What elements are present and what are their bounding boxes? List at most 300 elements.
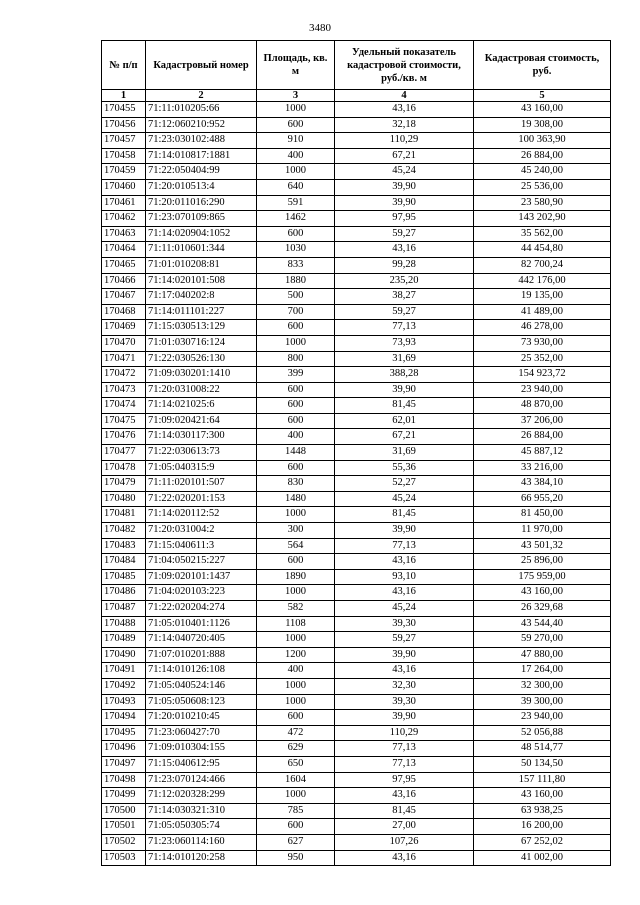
table-row	[102, 554, 611, 570]
page-number: 3480	[309, 22, 331, 34]
cadastral-value-cell: 23 580,90	[474, 195, 611, 211]
unit-value-cell: 39,90	[335, 647, 474, 663]
row-number-cell: 170456	[102, 117, 146, 133]
table-row	[102, 226, 611, 242]
cadastral-number-cell: 71:14:020904:1052	[146, 226, 257, 242]
cadastral-value-cell: 26 884,00	[474, 429, 611, 445]
table-row	[102, 538, 611, 554]
row-number-cell: 170485	[102, 569, 146, 585]
unit-value-cell: 31,69	[335, 351, 474, 367]
cadastral-number-cell: 71:22:020204:274	[146, 601, 257, 617]
row-number-cell: 170478	[102, 460, 146, 476]
cadastral-number-cell: 71:20:010513:4	[146, 179, 257, 195]
cadastral-value-cell: 47 880,00	[474, 647, 611, 663]
cadastral-value-cell: 143 202,90	[474, 211, 611, 227]
unit-value-cell: 39,90	[335, 179, 474, 195]
row-number-cell: 170487	[102, 601, 146, 617]
cadastral-number-cell: 71:20:031008:22	[146, 382, 257, 398]
row-number-cell: 170481	[102, 507, 146, 523]
unit-value-cell: 62,01	[335, 413, 474, 429]
cadastral-value-cell: 25 352,00	[474, 351, 611, 367]
unit-value-cell: 45,24	[335, 491, 474, 507]
unit-value-cell: 43,16	[335, 242, 474, 258]
cadastral-value-cell: 43 160,00	[474, 585, 611, 601]
row-number-cell: 170488	[102, 616, 146, 632]
table-row	[102, 289, 611, 305]
cadastral-number-cell: 71:14:030321:310	[146, 803, 257, 819]
area-cell: 1000	[257, 678, 335, 694]
row-number-cell: 170462	[102, 211, 146, 227]
area-cell: 600	[257, 710, 335, 726]
area-cell: 600	[257, 554, 335, 570]
row-number-cell: 170495	[102, 725, 146, 741]
row-number-cell: 170457	[102, 133, 146, 149]
area-cell: 650	[257, 756, 335, 772]
row-number-cell: 170483	[102, 538, 146, 554]
table-row	[102, 195, 611, 211]
unit-value-cell: 39,90	[335, 382, 474, 398]
cadastral-value-cell: 43 501,32	[474, 538, 611, 554]
unit-value-cell: 67,21	[335, 148, 474, 164]
cadastral-number-cell: 71:09:020421:64	[146, 413, 257, 429]
area-cell: 591	[257, 195, 335, 211]
unit-value-cell: 45,24	[335, 601, 474, 617]
unit-value-cell: 55,36	[335, 460, 474, 476]
table-row	[102, 725, 611, 741]
area-cell: 600	[257, 117, 335, 133]
unit-value-cell: 93,10	[335, 569, 474, 585]
unit-value-cell: 77,13	[335, 756, 474, 772]
row-number-cell: 170475	[102, 413, 146, 429]
cadastral-number-cell: 71:14:010817:1881	[146, 148, 257, 164]
row-number-cell: 170489	[102, 632, 146, 648]
area-cell: 700	[257, 304, 335, 320]
unit-value-cell: 81,45	[335, 507, 474, 523]
unit-value-cell: 77,13	[335, 538, 474, 554]
table-row	[102, 803, 611, 819]
area-cell: 1000	[257, 585, 335, 601]
area-cell: 600	[257, 460, 335, 476]
cadastral-number-cell: 71:22:020201:153	[146, 491, 257, 507]
table-row	[102, 304, 611, 320]
unit-value-cell: 107,26	[335, 834, 474, 850]
table-row	[102, 756, 611, 772]
area-cell: 830	[257, 476, 335, 492]
area-cell: 1448	[257, 445, 335, 461]
unit-value-cell: 81,45	[335, 398, 474, 414]
cadastral-number-cell: 71:04:050215:227	[146, 554, 257, 570]
cadastral-number-cell: 71:15:040612:95	[146, 756, 257, 772]
cadastral-number-cell: 71:14:021025:6	[146, 398, 257, 414]
row-number-cell: 170476	[102, 429, 146, 445]
unit-value-cell: 77,13	[335, 741, 474, 757]
cadastral-value-cell: 82 700,24	[474, 257, 611, 273]
cadastral-value-cell: 48 870,00	[474, 398, 611, 414]
cadastral-number-cell: 71:22:030526:130	[146, 351, 257, 367]
area-cell: 399	[257, 367, 335, 383]
cadastral-number-cell: 71:14:030117:300	[146, 429, 257, 445]
cadastral-number-cell: 71:07:010201:888	[146, 647, 257, 663]
unit-value-cell: 39,90	[335, 710, 474, 726]
unit-value-cell: 110,29	[335, 725, 474, 741]
row-number-cell: 170498	[102, 772, 146, 788]
cadastral-number-cell: 71:20:011016:290	[146, 195, 257, 211]
cadastral-value-cell: 157 111,80	[474, 772, 611, 788]
table-row	[102, 507, 611, 523]
area-cell: 1480	[257, 491, 335, 507]
area-cell: 600	[257, 382, 335, 398]
cadastral-number-cell: 71:11:010205:66	[146, 102, 257, 118]
area-cell: 910	[257, 133, 335, 149]
area-cell: 300	[257, 523, 335, 539]
row-number-cell: 170463	[102, 226, 146, 242]
table-row	[102, 398, 611, 414]
cadastral-value-cell: 52 056,88	[474, 725, 611, 741]
area-cell: 1000	[257, 694, 335, 710]
unit-value-cell: 110,29	[335, 133, 474, 149]
unit-value-cell: 81,45	[335, 803, 474, 819]
cadastral-number-cell: 71:15:030513:129	[146, 320, 257, 336]
table-row	[102, 647, 611, 663]
cadastral-number-cell: 71:05:050608:123	[146, 694, 257, 710]
table-row	[102, 585, 611, 601]
row-number-cell: 170468	[102, 304, 146, 320]
row-number-cell: 170479	[102, 476, 146, 492]
row-number-cell: 170486	[102, 585, 146, 601]
cadastral-number-cell: 71:14:011101:227	[146, 304, 257, 320]
table-row	[102, 382, 611, 398]
table-row	[102, 257, 611, 273]
unit-value-cell: 97,95	[335, 211, 474, 227]
table-row	[102, 164, 611, 180]
area-cell: 1890	[257, 569, 335, 585]
area-cell: 1462	[257, 211, 335, 227]
table-row	[102, 663, 611, 679]
area-cell: 400	[257, 148, 335, 164]
row-number-cell: 170494	[102, 710, 146, 726]
table-row	[102, 320, 611, 336]
cadastral-value-cell: 33 216,00	[474, 460, 611, 476]
row-number-cell: 170471	[102, 351, 146, 367]
row-number-cell: 170465	[102, 257, 146, 273]
unit-value-cell: 45,24	[335, 164, 474, 180]
row-number-cell: 170469	[102, 320, 146, 336]
cadastral-value-cell: 100 363,90	[474, 133, 611, 149]
table-row	[102, 351, 611, 367]
area-cell: 1000	[257, 102, 335, 118]
cadastral-value-cell: 81 450,00	[474, 507, 611, 523]
table-row	[102, 523, 611, 539]
unit-value-cell: 52,27	[335, 476, 474, 492]
cadastral-value-cell: 19 308,00	[474, 117, 611, 133]
table-row	[102, 117, 611, 133]
cadastral-value-cell: 39 300,00	[474, 694, 611, 710]
cadastral-number-cell: 71:14:020112:52	[146, 507, 257, 523]
cadastral-value-cell: 32 300,00	[474, 678, 611, 694]
cadastral-value-cell: 23 940,00	[474, 710, 611, 726]
unit-value-cell: 97,95	[335, 772, 474, 788]
cadastral-value-cell: 41 489,00	[474, 304, 611, 320]
table-row	[102, 445, 611, 461]
row-number-cell: 170473	[102, 382, 146, 398]
cadastral-number-cell: 71:23:060427:70	[146, 725, 257, 741]
unit-value-cell: 73,93	[335, 335, 474, 351]
area-cell: 600	[257, 398, 335, 414]
cadastral-value-cell: 50 134,50	[474, 756, 611, 772]
table-row	[102, 788, 611, 804]
unit-value-cell: 59,27	[335, 226, 474, 242]
table-row	[102, 710, 611, 726]
cadastral-number-cell: 71:05:040315:9	[146, 460, 257, 476]
area-cell: 833	[257, 257, 335, 273]
row-number-cell: 170502	[102, 834, 146, 850]
cadastral-number-cell: 71:14:020101:508	[146, 273, 257, 289]
row-number-cell: 170501	[102, 819, 146, 835]
cadastral-value-cell: 46 278,00	[474, 320, 611, 336]
table-row	[102, 211, 611, 227]
row-number-cell: 170491	[102, 663, 146, 679]
table-row	[102, 179, 611, 195]
cadastral-value-cell: 11 970,00	[474, 523, 611, 539]
table-row	[102, 678, 611, 694]
cadastral-number-cell: 71:09:030201:1410	[146, 367, 257, 383]
unit-value-cell: 43,16	[335, 102, 474, 118]
table-row	[102, 491, 611, 507]
cadastral-value-cell: 48 514,77	[474, 741, 611, 757]
unit-value-cell: 27,00	[335, 819, 474, 835]
cadastral-value-cell: 67 252,02	[474, 834, 611, 850]
table-row	[102, 133, 611, 149]
area-cell: 564	[257, 538, 335, 554]
table-row	[102, 616, 611, 632]
table-row	[102, 834, 611, 850]
header-area: Площадь, кв. м	[257, 41, 335, 90]
row-number-cell: 170503	[102, 850, 146, 866]
cadastral-value-cell: 63 938,25	[474, 803, 611, 819]
cadastral-value-cell: 66 955,20	[474, 491, 611, 507]
cadastral-number-cell: 71:23:060114:160	[146, 834, 257, 850]
cadastral-value-cell: 16 200,00	[474, 819, 611, 835]
cadastral-number-cell: 71:23:030102:488	[146, 133, 257, 149]
column-number: 1	[102, 90, 146, 102]
cadastral-value-cell: 44 454,80	[474, 242, 611, 258]
area-cell: 1000	[257, 507, 335, 523]
cadastral-value-cell: 17 264,00	[474, 663, 611, 679]
cadastral-value-cell: 19 135,00	[474, 289, 611, 305]
cadastral-number-cell: 71:05:040524:146	[146, 678, 257, 694]
column-number: 3	[257, 90, 335, 102]
cadastral-value-cell: 37 206,00	[474, 413, 611, 429]
header-cadastral-number: Кадастровый номер	[146, 41, 257, 90]
cadastral-value-cell: 41 002,00	[474, 850, 611, 866]
area-cell: 1030	[257, 242, 335, 258]
row-number-cell: 170467	[102, 289, 146, 305]
table-row	[102, 148, 611, 164]
unit-value-cell: 39,30	[335, 616, 474, 632]
cadastral-value-cell: 45 240,00	[474, 164, 611, 180]
header-unit-value: Удельный показатель кадастровой стоимости, руб./кв. м	[335, 41, 474, 90]
row-number-cell: 170466	[102, 273, 146, 289]
row-number-cell: 170496	[102, 741, 146, 757]
row-number-cell: 170455	[102, 102, 146, 118]
row-number-cell: 170500	[102, 803, 146, 819]
table-row	[102, 819, 611, 835]
unit-value-cell: 235,20	[335, 273, 474, 289]
cadastral-number-cell: 71:05:050305:74	[146, 819, 257, 835]
row-number-cell: 170490	[102, 647, 146, 663]
cadastral-value-cell: 35 562,00	[474, 226, 611, 242]
cadastral-number-cell: 71:12:060210:952	[146, 117, 257, 133]
cadastral-value-cell: 26 329,68	[474, 601, 611, 617]
area-cell: 1000	[257, 335, 335, 351]
unit-value-cell: 77,13	[335, 320, 474, 336]
table-body	[102, 102, 611, 866]
cadastral-number-cell: 71:20:031004:2	[146, 523, 257, 539]
area-cell: 400	[257, 429, 335, 445]
unit-value-cell: 59,27	[335, 304, 474, 320]
column-number: 4	[335, 90, 474, 102]
cadastral-number-cell: 71:11:020101:507	[146, 476, 257, 492]
area-cell: 1200	[257, 647, 335, 663]
area-cell: 950	[257, 850, 335, 866]
cadastral-value-cell: 23 940,00	[474, 382, 611, 398]
row-number-cell: 170499	[102, 788, 146, 804]
area-cell: 600	[257, 819, 335, 835]
area-cell: 600	[257, 413, 335, 429]
table-row	[102, 741, 611, 757]
row-number-cell: 170477	[102, 445, 146, 461]
table-row	[102, 569, 611, 585]
cadastral-value-cell: 26 884,00	[474, 148, 611, 164]
area-cell: 1000	[257, 788, 335, 804]
row-number-cell: 170497	[102, 756, 146, 772]
table-row	[102, 335, 611, 351]
row-number-cell: 170472	[102, 367, 146, 383]
table-row	[102, 460, 611, 476]
cadastral-value-cell: 43 384,10	[474, 476, 611, 492]
unit-value-cell: 59,27	[335, 632, 474, 648]
unit-value-cell: 32,18	[335, 117, 474, 133]
table-row	[102, 694, 611, 710]
area-cell: 629	[257, 741, 335, 757]
cadastral-number-cell: 71:17:040202:8	[146, 289, 257, 305]
row-number-cell: 170482	[102, 523, 146, 539]
area-cell: 600	[257, 320, 335, 336]
cadastral-number-cell: 71:22:030613:73	[146, 445, 257, 461]
cadastral-value-cell: 25 536,00	[474, 179, 611, 195]
row-number-cell: 170474	[102, 398, 146, 414]
row-number-cell: 170458	[102, 148, 146, 164]
cadastral-number-cell: 71:09:020101:1437	[146, 569, 257, 585]
cadastral-number-cell: 71:15:040611:3	[146, 538, 257, 554]
table-row	[102, 632, 611, 648]
row-number-cell: 170464	[102, 242, 146, 258]
unit-value-cell: 43,16	[335, 788, 474, 804]
cadastral-number-cell: 71:11:010601:344	[146, 242, 257, 258]
unit-value-cell: 43,16	[335, 663, 474, 679]
area-cell: 400	[257, 663, 335, 679]
cadastral-value-cell: 43 544,40	[474, 616, 611, 632]
table-row	[102, 601, 611, 617]
table-row	[102, 102, 611, 118]
unit-value-cell: 39,90	[335, 195, 474, 211]
table-row	[102, 242, 611, 258]
cadastral-number-cell: 71:23:070109:865	[146, 211, 257, 227]
cadastral-number-cell: 71:04:020103:223	[146, 585, 257, 601]
area-cell: 1000	[257, 632, 335, 648]
table-row	[102, 367, 611, 383]
unit-value-cell: 39,30	[335, 694, 474, 710]
cadastral-value-cell: 154 923,72	[474, 367, 611, 383]
cadastral-value-table	[101, 40, 611, 866]
unit-value-cell: 67,21	[335, 429, 474, 445]
area-cell: 472	[257, 725, 335, 741]
row-number-cell: 170461	[102, 195, 146, 211]
unit-value-cell: 31,69	[335, 445, 474, 461]
table-row	[102, 476, 611, 492]
row-number-cell: 170470	[102, 335, 146, 351]
table-row	[102, 413, 611, 429]
area-cell: 785	[257, 803, 335, 819]
row-number-cell: 170484	[102, 554, 146, 570]
row-number-cell: 170493	[102, 694, 146, 710]
row-number-cell: 170480	[102, 491, 146, 507]
area-cell: 627	[257, 834, 335, 850]
cadastral-number-cell: 71:22:050404:99	[146, 164, 257, 180]
unit-value-cell: 32,30	[335, 678, 474, 694]
cadastral-value-cell: 175 959,00	[474, 569, 611, 585]
area-cell: 500	[257, 289, 335, 305]
unit-value-cell: 43,16	[335, 585, 474, 601]
area-cell: 800	[257, 351, 335, 367]
cadastral-value-cell: 442 176,00	[474, 273, 611, 289]
cadastral-number-cell: 71:14:040720:405	[146, 632, 257, 648]
cadastral-value-cell: 59 270,00	[474, 632, 611, 648]
unit-value-cell: 99,28	[335, 257, 474, 273]
cadastral-number-cell: 71:12:020328:299	[146, 788, 257, 804]
table-row	[102, 429, 611, 445]
cadastral-number-cell: 71:01:030716:124	[146, 335, 257, 351]
area-cell: 1604	[257, 772, 335, 788]
cadastral-number-cell: 71:01:010208:81	[146, 257, 257, 273]
header-row	[102, 41, 611, 90]
row-number-cell: 170460	[102, 179, 146, 195]
cadastral-number-cell: 71:09:010304:155	[146, 741, 257, 757]
cadastral-value-cell: 43 160,00	[474, 788, 611, 804]
cadastral-number-cell: 71:14:010126:108	[146, 663, 257, 679]
unit-value-cell: 38,27	[335, 289, 474, 305]
area-cell: 1108	[257, 616, 335, 632]
cadastral-value-cell: 73 930,00	[474, 335, 611, 351]
area-cell: 1880	[257, 273, 335, 289]
unit-value-cell: 43,16	[335, 554, 474, 570]
unit-value-cell: 39,90	[335, 523, 474, 539]
area-cell: 582	[257, 601, 335, 617]
row-number-cell: 170492	[102, 678, 146, 694]
cadastral-number-cell: 71:05:010401:1126	[146, 616, 257, 632]
unit-value-cell: 388,28	[335, 367, 474, 383]
cadastral-value-cell: 45 887,12	[474, 445, 611, 461]
area-cell: 600	[257, 226, 335, 242]
table-row	[102, 772, 611, 788]
cadastral-value-cell: 25 896,00	[474, 554, 611, 570]
area-cell: 1000	[257, 164, 335, 180]
row-number-cell: 170459	[102, 164, 146, 180]
column-number: 2	[146, 90, 257, 102]
cadastral-value-cell: 43 160,00	[474, 102, 611, 118]
area-cell: 640	[257, 179, 335, 195]
table-row	[102, 850, 611, 866]
